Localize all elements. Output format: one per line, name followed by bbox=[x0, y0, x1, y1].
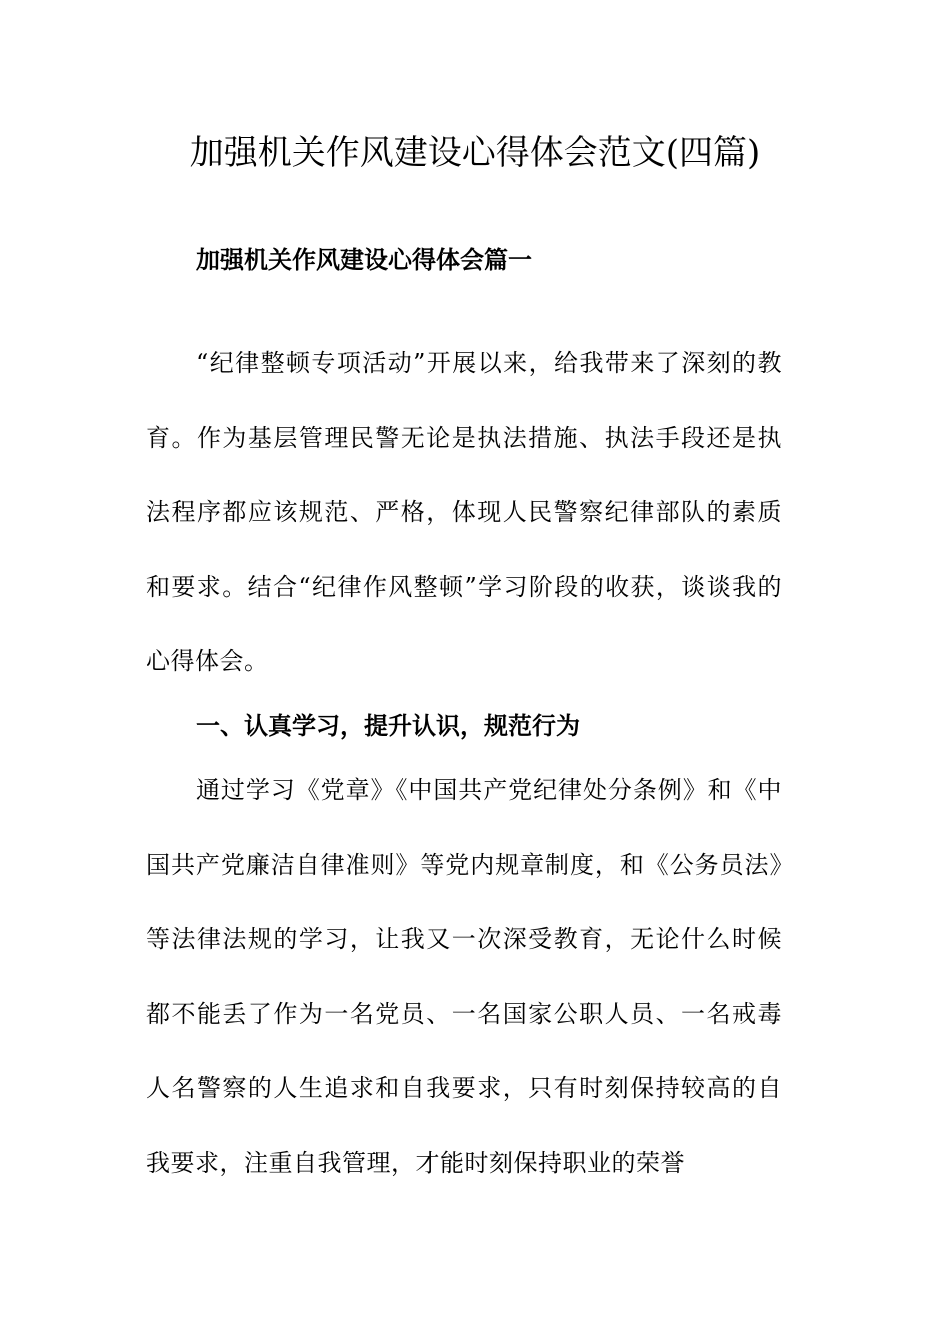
body-paragraph: “纪律整顿专项活动”开展以来，给我带来了深刻的教育。作为基层管理民警无论是执法措施、执法手段还是执法程序都应该规范、严格，体现人民警察纪律部队的素质和要求。结合“纪律作风整顿”学习阶段的收获，谈谈我的心得体会。 bbox=[146, 349, 782, 675]
section-heading: 加强机关作风建设心得体会篇一 bbox=[196, 246, 532, 274]
body-paragraph: 通过学习《党章》《中国共产党纪律处分条例》和《中国共产党廉洁自律准则》等党内规章制度，和《公务员法》等法律法规的学习，让我又一次深受教育，无论什么时候都不能丢了作为一名党员、一名国家公职人员、一名戒毒人名警察的人生追求和自我要求，只有时刻保持较高的自我要求，注重自我管理，才能时刻保持职业的荣誉 bbox=[146, 776, 782, 1177]
document-title: 加强机关作风建设心得体会范文(四篇) bbox=[189, 133, 761, 173]
subheading: 一、认真学习，提升认识，规范行为 bbox=[196, 712, 580, 740]
